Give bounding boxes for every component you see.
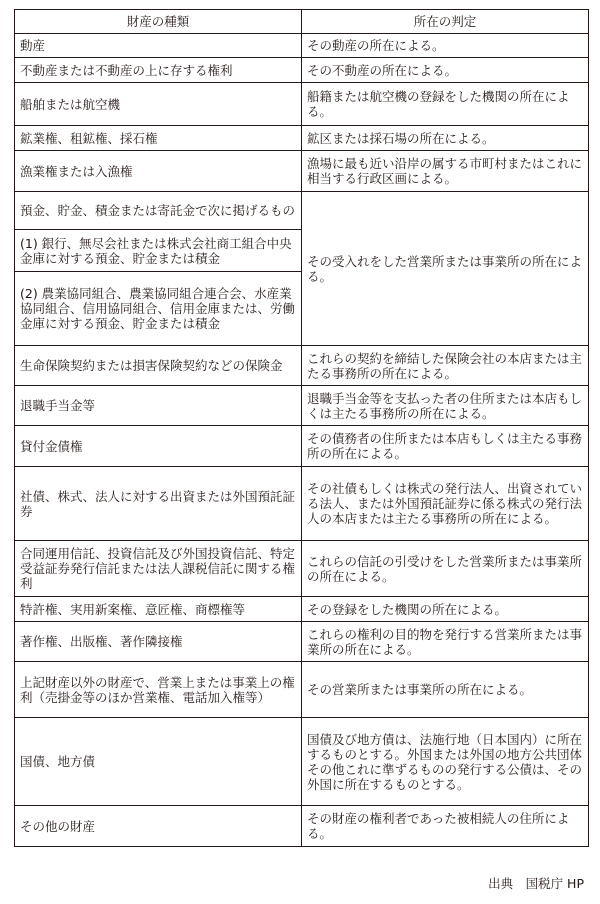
table-row	[15, 151, 589, 192]
property-type-cell: 動産	[15, 34, 302, 58]
property-type-cell: 退職手当金等	[15, 386, 302, 426]
property-type-cell: 社債、株式、法人に対する出資または外国預託証券	[15, 467, 302, 541]
property-type-cell: その他の財産	[15, 806, 302, 847]
property-type-cell: 貸付金債権	[15, 426, 302, 467]
location-cell: これらの契約を締結した保険会社の本店または主たる事務所の所在による。	[302, 346, 589, 386]
property-type-cell: 預金、貯金、積金または寄託金で次に掲げるもの	[15, 192, 302, 230]
table-row	[15, 34, 589, 58]
property-type-cell: 不動産または不動産の上に存する権利	[15, 58, 302, 83]
location-cell: 退職手当金等を支払った者の住所または本店もしくは主たる事務所の所在による。	[302, 386, 589, 426]
table-row	[15, 806, 589, 847]
table-header-row	[15, 10, 589, 34]
property-type-cell: 鉱業権、租鉱権、採石権	[15, 126, 302, 151]
location-cell: その社債もしくは株式の発行法人、出資されている法人、または外国預託証券に係る株式の発行法人の本店または主たる事務所の所在による。	[302, 467, 589, 541]
property-type-cell: 生命保険契約または損害保険契約などの保険金	[15, 346, 302, 386]
location-cell: 漁場に最も近い沿岸の属する市町村またはこれに相当する行政区画による。	[302, 151, 589, 192]
table-row	[15, 426, 589, 467]
location-cell: その財産の権利者であった被相続人の住所による。	[302, 806, 589, 847]
column-header-location: 所在の判定	[302, 10, 589, 34]
property-type-cell: 船舶または航空機	[15, 83, 302, 126]
location-cell: その受入れをした営業所または事業所の所在による。	[302, 192, 589, 346]
location-cell: その債務者の住所または本店もしくは主たる事務所の所在による。	[302, 426, 589, 467]
table-row	[15, 622, 589, 662]
source-credit: 出典 国税庁 HP	[488, 876, 584, 891]
property-type-cell: (1) 銀行、無尽会社または株式会社商工組合中央金庫に対する預金、貯金または積金	[15, 230, 302, 272]
table-row	[15, 386, 589, 426]
table-row	[15, 597, 589, 622]
location-cell: これらの信託の引受けをした営業所または事業所の所在による。	[302, 541, 589, 597]
table-row	[15, 58, 589, 83]
property-type-cell: (2) 農業協同組合、農業協同組合連合会、水産業協同組合、信用協同組合、信用金庫または、労働金庫に対する預金、貯金または積金	[15, 272, 302, 346]
property-type-cell: 上記財産以外の財産で、営業上または事業上の権利（売掛金等のほか営業権、電話加入権等）	[15, 662, 302, 718]
property-type-cell: 国債、地方債	[15, 718, 302, 806]
table-row	[15, 541, 589, 597]
location-cell: その登録をした機関の所在による。	[302, 597, 589, 622]
table-row	[15, 126, 589, 151]
location-cell: その不動産の所在による。	[302, 58, 589, 83]
property-type-cell: 合同運用信託、投資信託及び外国投資信託、特定受益証券発行信託または法人課税信託に関する権利	[15, 541, 302, 597]
table-row	[15, 192, 589, 230]
table-row	[15, 662, 589, 718]
property-type-cell: 漁業権または入漁権	[15, 151, 302, 192]
location-cell: 国債及び地方債は、法施行地（日本国内）に所在するものとする。外国または外国の地方公共団体その他これに準ずるものの発行する公債は、その外国に所在するものとする。	[302, 718, 589, 806]
table-row	[15, 346, 589, 386]
property-location-table	[14, 9, 589, 847]
table-row	[15, 467, 589, 541]
location-cell: これらの権利の目的物を発行する営業所または事業所の所在による。	[302, 622, 589, 662]
property-type-cell: 著作権、出版権、著作隣接権	[15, 622, 302, 662]
table-row	[15, 718, 589, 806]
property-type-cell: 特許権、実用新案権、意匠権、商標権等	[15, 597, 302, 622]
location-cell: 船籍または航空機の登録をした機関の所在による。	[302, 83, 589, 126]
location-cell: その営業所または事業所の所在による。	[302, 662, 589, 718]
table-row	[15, 83, 589, 126]
column-header-property-type: 財産の種類	[15, 10, 302, 34]
location-cell: その動産の所在による。	[302, 34, 589, 58]
location-cell: 鉱区または採石場の所在による。	[302, 126, 589, 151]
